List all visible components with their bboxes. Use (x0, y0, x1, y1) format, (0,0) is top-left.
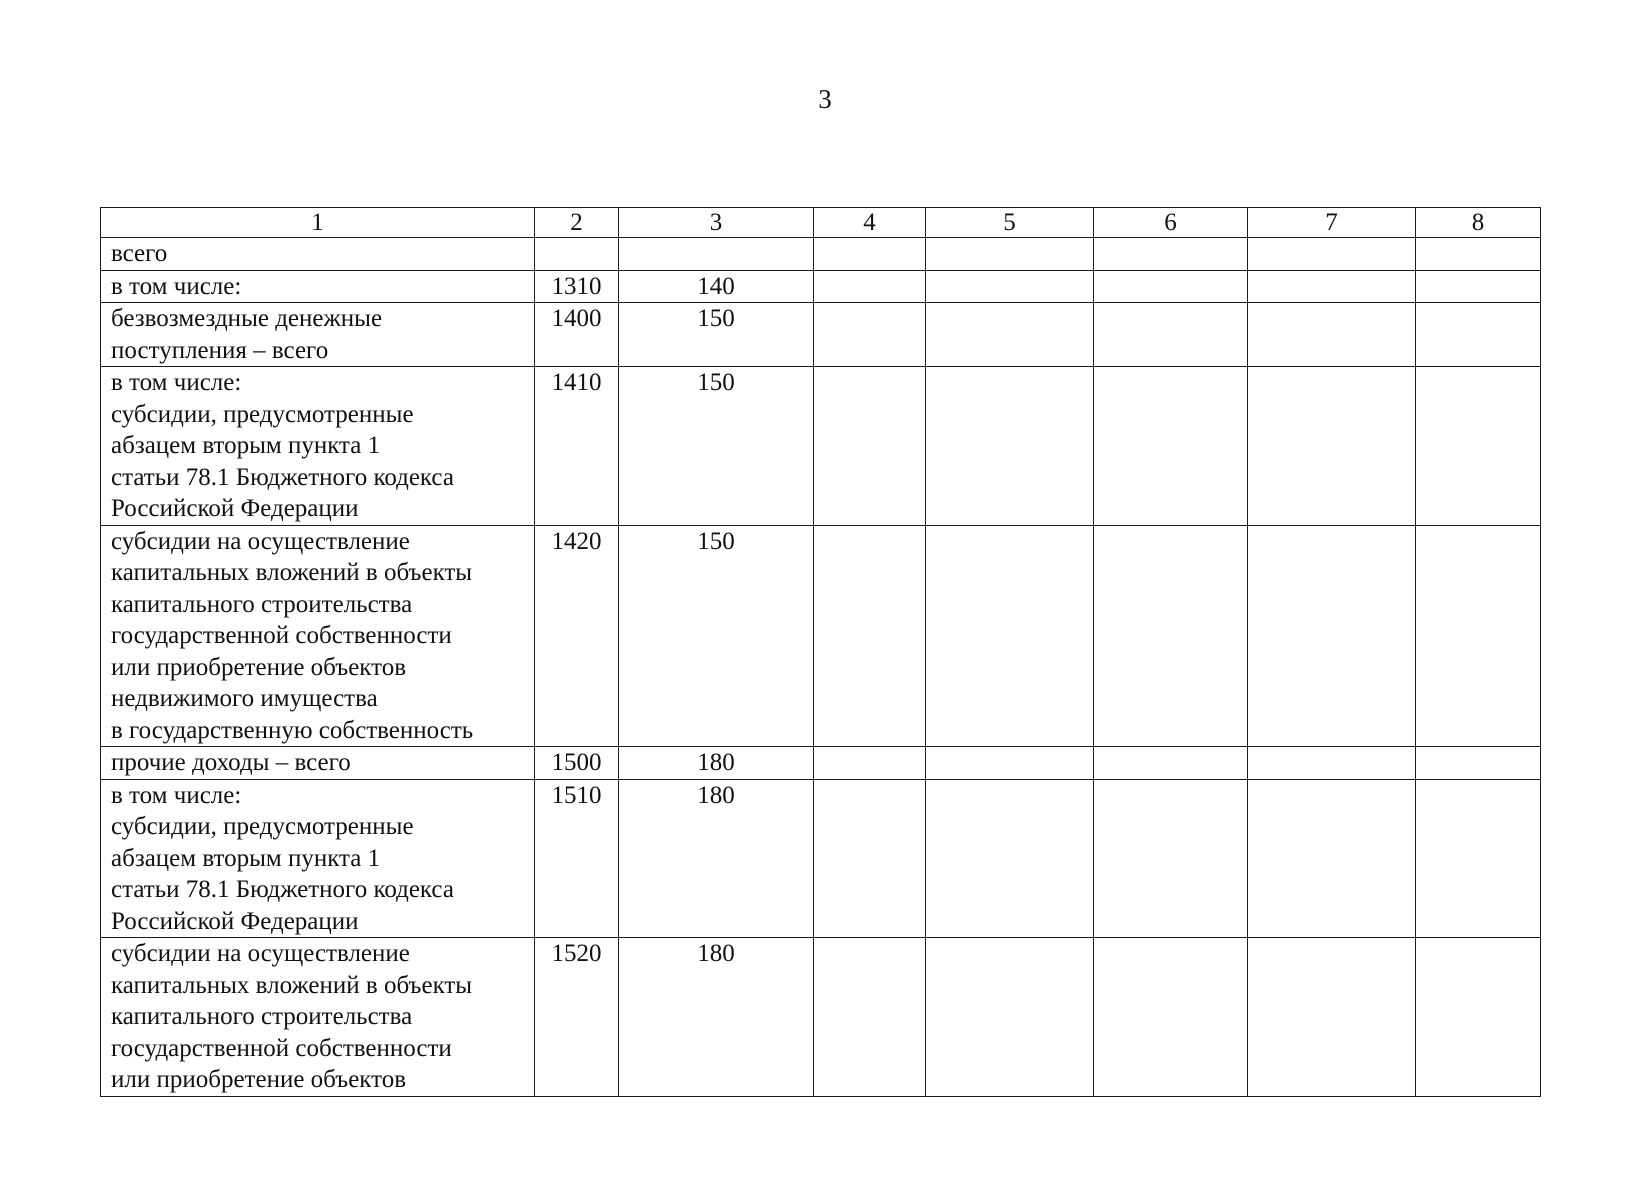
empty-cell-5 (926, 367, 1094, 526)
table-row (101, 238, 1541, 271)
header-cell-6: 6 (1094, 208, 1248, 238)
empty-cell-8 (1416, 525, 1541, 747)
empty-cell-4 (814, 779, 926, 938)
indicator-name-cell: безвозмездные денежные поступления – всего (101, 303, 535, 367)
header-cell-2: 2 (535, 208, 619, 238)
page-number: 3 (818, 84, 832, 114)
empty-cell-7 (1248, 747, 1416, 780)
empty-cell-7 (1248, 303, 1416, 367)
line-code-cell: 1510 (535, 779, 619, 938)
line-code-cell: 1410 (535, 367, 619, 526)
budget-code-cell (619, 238, 814, 271)
budget-code-cell: 150 (619, 367, 814, 526)
header-cell-1: 1 (101, 208, 535, 238)
empty-cell-5 (926, 938, 1094, 1097)
income-table (100, 207, 1541, 1097)
header-cell-5: 5 (926, 208, 1094, 238)
empty-cell-4 (814, 238, 926, 271)
empty-cell-6 (1094, 525, 1248, 747)
empty-cell-7 (1248, 938, 1416, 1097)
table-row (101, 525, 1541, 747)
indicator-name-cell: в том числе: субсидии, предусмотренные абзацем вторым пункта 1 статьи 78.1 Бюджетного кодекса Российской Федерации (101, 779, 535, 938)
empty-cell-5 (926, 303, 1094, 367)
empty-cell-5 (926, 525, 1094, 747)
empty-cell-6 (1094, 303, 1248, 367)
empty-cell-4 (814, 747, 926, 780)
indicator-name-cell: в том числе: (101, 270, 535, 303)
line-code-cell: 1420 (535, 525, 619, 747)
indicator-name-cell: всего (101, 238, 535, 271)
table-row (101, 367, 1541, 526)
line-code-cell: 1500 (535, 747, 619, 780)
budget-code-cell: 180 (619, 938, 814, 1097)
empty-cell-8 (1416, 747, 1541, 780)
table-row (101, 747, 1541, 780)
empty-cell-5 (926, 270, 1094, 303)
header-cell-4: 4 (814, 208, 926, 238)
empty-cell-8 (1416, 367, 1541, 526)
line-code-cell: 1400 (535, 303, 619, 367)
budget-code-cell: 140 (619, 270, 814, 303)
header-row (101, 208, 1541, 238)
budget-code-cell: 180 (619, 779, 814, 938)
empty-cell-7 (1248, 238, 1416, 271)
empty-cell-5 (926, 747, 1094, 780)
indicator-name-cell: субсидии на осуществление капитальных вложений в объекты капитального строительства государственной собственности или приобретение объектов (101, 938, 535, 1097)
indicator-name-cell: в том числе: субсидии, предусмотренные абзацем вторым пункта 1 статьи 78.1 Бюджетного кодекса Российской Федерации (101, 367, 535, 526)
empty-cell-7 (1248, 525, 1416, 747)
header-cell-7: 7 (1248, 208, 1416, 238)
table-row (101, 938, 1541, 1097)
table-row (101, 779, 1541, 938)
empty-cell-6 (1094, 270, 1248, 303)
line-code-cell (535, 238, 619, 271)
empty-cell-6 (1094, 367, 1248, 526)
empty-cell-8 (1416, 779, 1541, 938)
table-body (101, 208, 1541, 1097)
empty-cell-6 (1094, 779, 1248, 938)
indicator-name-cell: субсидии на осуществление капитальных вложений в объекты капитального строительства государственной собственности или приобретение объектов недвижимого имущества в государственную собственность (101, 525, 535, 747)
empty-cell-5 (926, 238, 1094, 271)
table-row (101, 270, 1541, 303)
budget-code-cell: 150 (619, 525, 814, 747)
empty-cell-4 (814, 270, 926, 303)
empty-cell-8 (1416, 238, 1541, 271)
empty-cell-7 (1248, 270, 1416, 303)
empty-cell-4 (814, 367, 926, 526)
indicator-name-cell: прочие доходы – всего (101, 747, 535, 780)
empty-cell-4 (814, 525, 926, 747)
empty-cell-8 (1416, 303, 1541, 367)
header-cell-3: 3 (619, 208, 814, 238)
empty-cell-6 (1094, 747, 1248, 780)
budget-code-cell: 180 (619, 747, 814, 780)
empty-cell-4 (814, 938, 926, 1097)
table-row (101, 303, 1541, 367)
line-code-cell: 1520 (535, 938, 619, 1097)
empty-cell-4 (814, 303, 926, 367)
header-cell-8: 8 (1416, 208, 1541, 238)
empty-cell-7 (1248, 779, 1416, 938)
empty-cell-6 (1094, 938, 1248, 1097)
empty-cell-8 (1416, 270, 1541, 303)
empty-cell-8 (1416, 938, 1541, 1097)
empty-cell-7 (1248, 367, 1416, 526)
empty-cell-5 (926, 779, 1094, 938)
budget-code-cell: 150 (619, 303, 814, 367)
line-code-cell: 1310 (535, 270, 619, 303)
empty-cell-6 (1094, 238, 1248, 271)
